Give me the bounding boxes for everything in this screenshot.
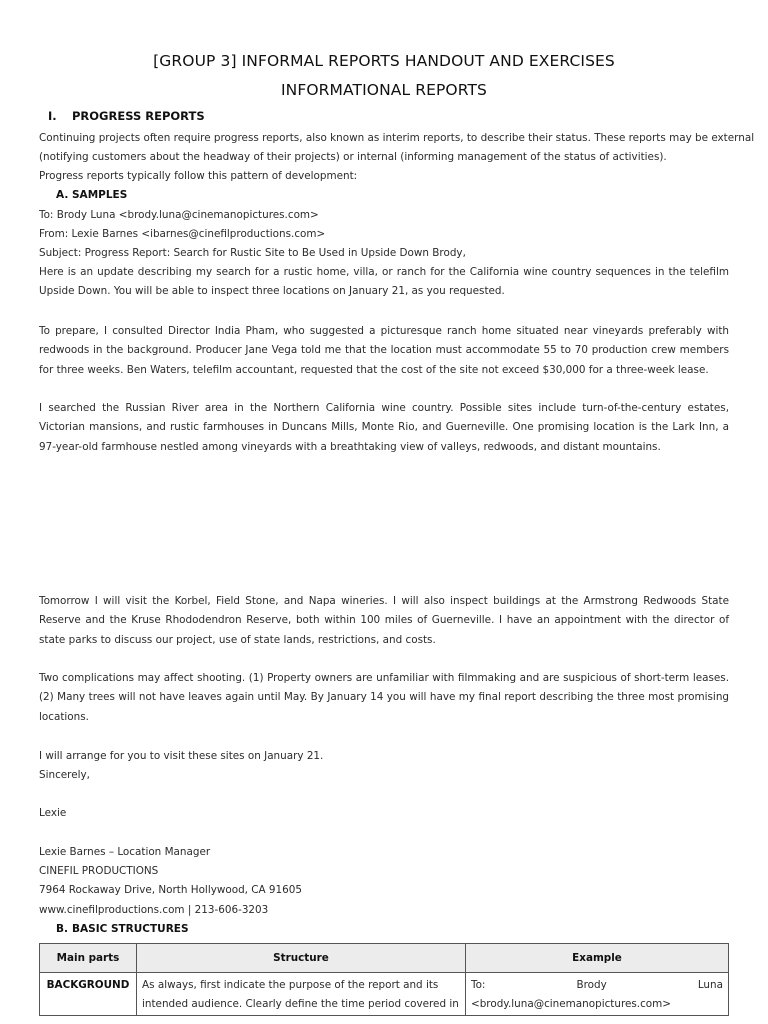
closing: Sincerely,	[39, 769, 90, 781]
table-row	[40, 973, 729, 1016]
body-paragraph-6: I will arrange for you to visit these sites on January 21.	[39, 750, 324, 762]
memo-to: To: Brody Luna <brody.luna@cinemanopictures.com>	[39, 209, 319, 221]
signature-company: CINEFIL PRODUCTIONS	[39, 865, 159, 877]
document-title: [GROUP 3] INFORMAL REPORTS HANDOUT AND EXERCISES	[153, 52, 615, 70]
table-header-row	[40, 944, 729, 973]
memo-subject: Subject: Progress Report: Search for Rustic Site to Be Used in Upside Down Brody,	[39, 247, 466, 259]
subheading-letter: A.	[56, 189, 69, 201]
table-header-cell: Main parts	[40, 944, 137, 973]
body-paragraph-5: Two complications may affect shooting. (1) Property owners are unfamiliar with filmmaking and are suspicious of short-term leases. (2) Many trees will not have leaves again until May. By January 14 you will have my final report describing the three most promising locations.	[39, 672, 729, 723]
example-email: <brody.luna@cinemanopictures.com>	[471, 998, 671, 1011]
signature-contact: www.cinefilproductions.com | 213-606-3203	[39, 904, 269, 916]
signature-address: 7964 Rockaway Drive, North Hollywood, CA 91605	[39, 884, 302, 896]
section-heading-progress-reports	[48, 109, 205, 123]
structure-line: As always, first indicate the purpose of the report and its	[142, 979, 439, 991]
signature-name: Lexie	[39, 807, 67, 819]
table-cell-example	[466, 973, 729, 1016]
intro-pattern: Progress reports typically follow this pattern of development:	[39, 170, 358, 182]
subheading-title: SAMPLES	[72, 189, 128, 201]
subheading-letter: B.	[56, 923, 68, 935]
subheading-title: BASIC STRUCTURES	[72, 923, 189, 935]
document-subtitle: INFORMATIONAL REPORTS	[281, 81, 487, 99]
example-name-first: Brody	[576, 979, 607, 991]
memo-from: From: Lexie Barnes <ibarnes@cinefilproductions.com>	[39, 228, 326, 240]
body-paragraph-1: Here is an update describing my search for a rustic home, villa, or ranch for the California wine country sequences in the telefilm Upside Down. You will be able to inspect three locations on January 21, as you requested.	[39, 266, 729, 298]
table-header-cell: Structure	[137, 944, 466, 973]
example-to-line	[471, 976, 723, 995]
subheading-samples	[56, 189, 127, 201]
table-cell-part: BACKGROUND	[40, 973, 137, 1016]
intro-line-1: Continuing projects often require progress reports, also known as interim reports, to describe their status. These reports may be external	[39, 132, 755, 144]
section-title: PROGRESS REPORTS	[72, 109, 205, 123]
body-paragraph-2: To prepare, I consulted Director India Pham, who suggested a picturesque ranch home situated near vineyards preferably with redwoods in the background. Producer Jane Vega told me that the location must accommodate 55 to 70 production crew members for three weeks. Ben Waters, telefilm accountant, requested that the cost of the site not exceed $30,000 for a three-week lease.	[39, 325, 729, 376]
structure-line: intended audience. Clearly define the time period covered in	[142, 998, 459, 1011]
body-paragraph-4: Tomorrow I will visit the Korbel, Field Stone, and Napa wineries. I will also inspect buildings at the Armstrong Redwoods State Reserve and the Kruse Rhododendron Reserve, both within 100 miles of Guerneville. I have an appointment with the director of state parks to discuss our project, use of state lands, restrictions, and costs.	[39, 595, 729, 646]
subheading-basic-structures	[56, 923, 189, 935]
signature-name-title: Lexie Barnes – Location Manager	[39, 846, 211, 858]
body-paragraph-3: I searched the Russian River area in the Northern California wine country. Possible sites include turn-of-the-century estates, Victorian mansions, and rustic farmhouses in Duncans Mills, Monte Rio, and Guerneville. One promising location is the Lark Inn, a 97-year-old farmhouse nestled among vineyards with a breathtaking view of valleys, redwoods, and distant mountains.	[39, 402, 729, 453]
section-number: I.	[48, 109, 57, 123]
table-header-cell: Example	[466, 944, 729, 973]
table-cell-structure	[137, 973, 466, 1016]
intro-line-2: (notifying customers about the headway of their projects) or internal (informing management of the status of activities).	[39, 151, 667, 163]
example-to: To:	[471, 979, 486, 991]
example-name-last: Luna	[697, 979, 723, 991]
basic-structures-table	[39, 943, 729, 1016]
